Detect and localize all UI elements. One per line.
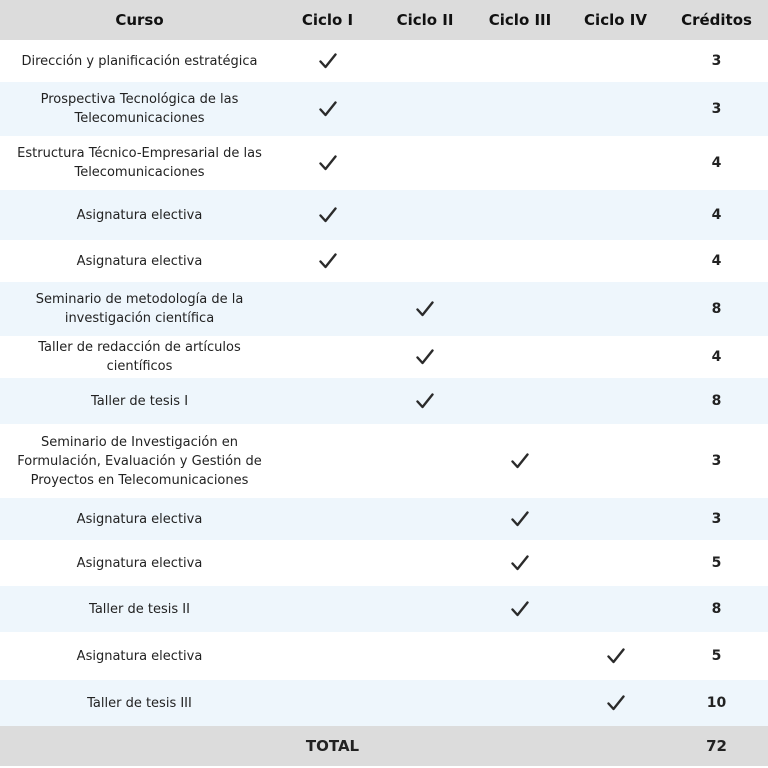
ciclo-4-cell xyxy=(566,282,665,336)
ciclo-2-cell xyxy=(376,498,474,540)
header-curso: Curso xyxy=(115,11,164,29)
table-body xyxy=(0,40,768,726)
table-row xyxy=(0,680,768,726)
ciclo-3-cell xyxy=(474,190,566,240)
course-credits: 4 xyxy=(711,206,722,223)
course-name: Taller de tesis III xyxy=(87,695,192,711)
ciclo-3-cell xyxy=(474,40,566,82)
table-row xyxy=(0,540,768,586)
course-name: Asignatura electiva xyxy=(76,648,203,664)
ciclo-1-cell xyxy=(279,336,376,378)
checkmark-icon xyxy=(511,511,529,527)
ciclo-4-cell xyxy=(566,190,665,240)
ciclo-4-cell xyxy=(566,378,665,424)
ciclo-1-cell xyxy=(279,680,376,726)
total-credits: 72 xyxy=(706,737,727,755)
ciclo-2-cell xyxy=(376,424,474,498)
header-row xyxy=(0,0,768,40)
checkmark-icon xyxy=(511,555,529,571)
ciclo-1-cell xyxy=(279,282,376,336)
table-row xyxy=(0,282,768,336)
course-name: Asignatura electiva xyxy=(76,555,203,571)
course-credits: 3 xyxy=(711,100,722,117)
header-creditos: Créditos xyxy=(681,11,752,29)
ciclo-1-cell xyxy=(279,40,376,82)
course-credits: 4 xyxy=(711,348,722,365)
checkmark-icon xyxy=(319,101,337,117)
ciclo-2-cell xyxy=(376,336,474,378)
checkmark-icon xyxy=(319,53,337,69)
table-row xyxy=(0,586,768,632)
header-ciclo-1: Ciclo I xyxy=(301,11,354,29)
course-credits: 3 xyxy=(711,510,722,527)
ciclo-3-cell xyxy=(474,632,566,680)
course-credits: 3 xyxy=(711,52,722,69)
checkmark-icon xyxy=(607,695,625,711)
ciclo-4-cell xyxy=(566,424,665,498)
ciclo-1-cell xyxy=(279,82,376,136)
table-row xyxy=(0,336,768,378)
header-ciclo-4: Ciclo IV xyxy=(584,11,647,29)
header-ciclo-3: Ciclo III xyxy=(488,11,552,29)
checkmark-icon xyxy=(319,155,337,171)
ciclo-2-cell xyxy=(376,282,474,336)
course-name: Asignatura electiva xyxy=(76,253,203,269)
course-credits: 4 xyxy=(711,252,722,269)
course-credits: 8 xyxy=(711,392,722,409)
ciclo-3-cell xyxy=(474,498,566,540)
ciclo-2-cell xyxy=(376,586,474,632)
ciclo-4-cell xyxy=(566,586,665,632)
ciclo-4-cell xyxy=(566,40,665,82)
table-row xyxy=(0,40,768,82)
table-row xyxy=(0,190,768,240)
course-name: Seminario de metodología de la investigación científica xyxy=(35,292,244,326)
table-row xyxy=(0,82,768,136)
ciclo-3-cell xyxy=(474,82,566,136)
checkmark-icon xyxy=(416,301,434,317)
table-row xyxy=(0,378,768,424)
ciclo-3-cell xyxy=(474,424,566,498)
checkmark-icon xyxy=(607,648,625,664)
ciclo-4-cell xyxy=(566,632,665,680)
ciclo-4-cell xyxy=(566,136,665,190)
checkmark-icon xyxy=(319,253,337,269)
ciclo-2-cell xyxy=(376,540,474,586)
ciclo-3-cell xyxy=(474,680,566,726)
total-row xyxy=(0,726,768,766)
ciclo-1-cell xyxy=(279,498,376,540)
course-credits: 4 xyxy=(711,154,722,171)
ciclo-2-cell xyxy=(376,190,474,240)
ciclo-1-cell xyxy=(279,586,376,632)
ciclo-3-cell xyxy=(474,336,566,378)
ciclo-2-cell xyxy=(376,240,474,282)
ciclo-3-cell xyxy=(474,136,566,190)
checkmark-icon xyxy=(511,601,529,617)
ciclo-4-cell xyxy=(566,82,665,136)
ciclo-2-cell xyxy=(376,40,474,82)
ciclo-1-cell xyxy=(279,378,376,424)
ciclo-3-cell xyxy=(474,378,566,424)
course-credits: 5 xyxy=(711,647,722,664)
course-name: Taller de redacción de artículos científicos xyxy=(38,340,241,374)
table-row xyxy=(0,136,768,190)
ciclo-2-cell xyxy=(376,378,474,424)
ciclo-3-cell xyxy=(474,282,566,336)
course-credits: 8 xyxy=(711,300,722,317)
ciclo-3-cell xyxy=(474,240,566,282)
course-name: Prospectiva Tecnológica de las Telecomunicaciones xyxy=(40,92,239,126)
course-name: Taller de tesis II xyxy=(89,601,190,617)
ciclo-1-cell xyxy=(279,190,376,240)
course-credits: 8 xyxy=(711,600,722,617)
ciclo-4-cell xyxy=(566,336,665,378)
course-name: Taller de tesis I xyxy=(90,393,189,409)
table-row xyxy=(0,498,768,540)
ciclo-4-cell xyxy=(566,680,665,726)
ciclo-2-cell xyxy=(376,136,474,190)
ciclo-3-cell xyxy=(474,586,566,632)
course-credits: 3 xyxy=(711,452,722,469)
course-name: Dirección y planificación estratégica xyxy=(21,53,258,69)
ciclo-4-cell xyxy=(566,498,665,540)
total-label: TOTAL xyxy=(305,737,360,755)
table-row xyxy=(0,240,768,282)
ciclo-1-cell xyxy=(279,540,376,586)
header-ciclo-2: Ciclo II xyxy=(396,11,454,29)
course-name: Asignatura electiva xyxy=(76,511,203,527)
course-name: Estructura Técnico-Empresarial de las Telecomunicaciones xyxy=(17,146,262,180)
ciclo-1-cell xyxy=(279,240,376,282)
checkmark-icon xyxy=(511,453,529,469)
course-name: Seminario de Investigación en Formulación, Evaluación y Gestión de Proyectos en Telecomunicaciones xyxy=(17,434,262,488)
checkmark-icon xyxy=(319,207,337,223)
course-name: Asignatura electiva xyxy=(76,207,203,223)
ciclo-3-cell xyxy=(474,540,566,586)
ciclo-4-cell xyxy=(566,240,665,282)
ciclo-2-cell xyxy=(376,82,474,136)
table-row xyxy=(0,632,768,680)
ciclo-1-cell xyxy=(279,136,376,190)
course-credits: 5 xyxy=(711,554,722,571)
ciclo-1-cell xyxy=(279,632,376,680)
ciclo-1-cell xyxy=(279,424,376,498)
course-credits: 10 xyxy=(706,694,727,711)
ciclo-2-cell xyxy=(376,632,474,680)
ciclo-2-cell xyxy=(376,680,474,726)
ciclo-4-cell xyxy=(566,540,665,586)
table-row xyxy=(0,424,768,498)
checkmark-icon xyxy=(416,349,434,365)
checkmark-icon xyxy=(416,393,434,409)
